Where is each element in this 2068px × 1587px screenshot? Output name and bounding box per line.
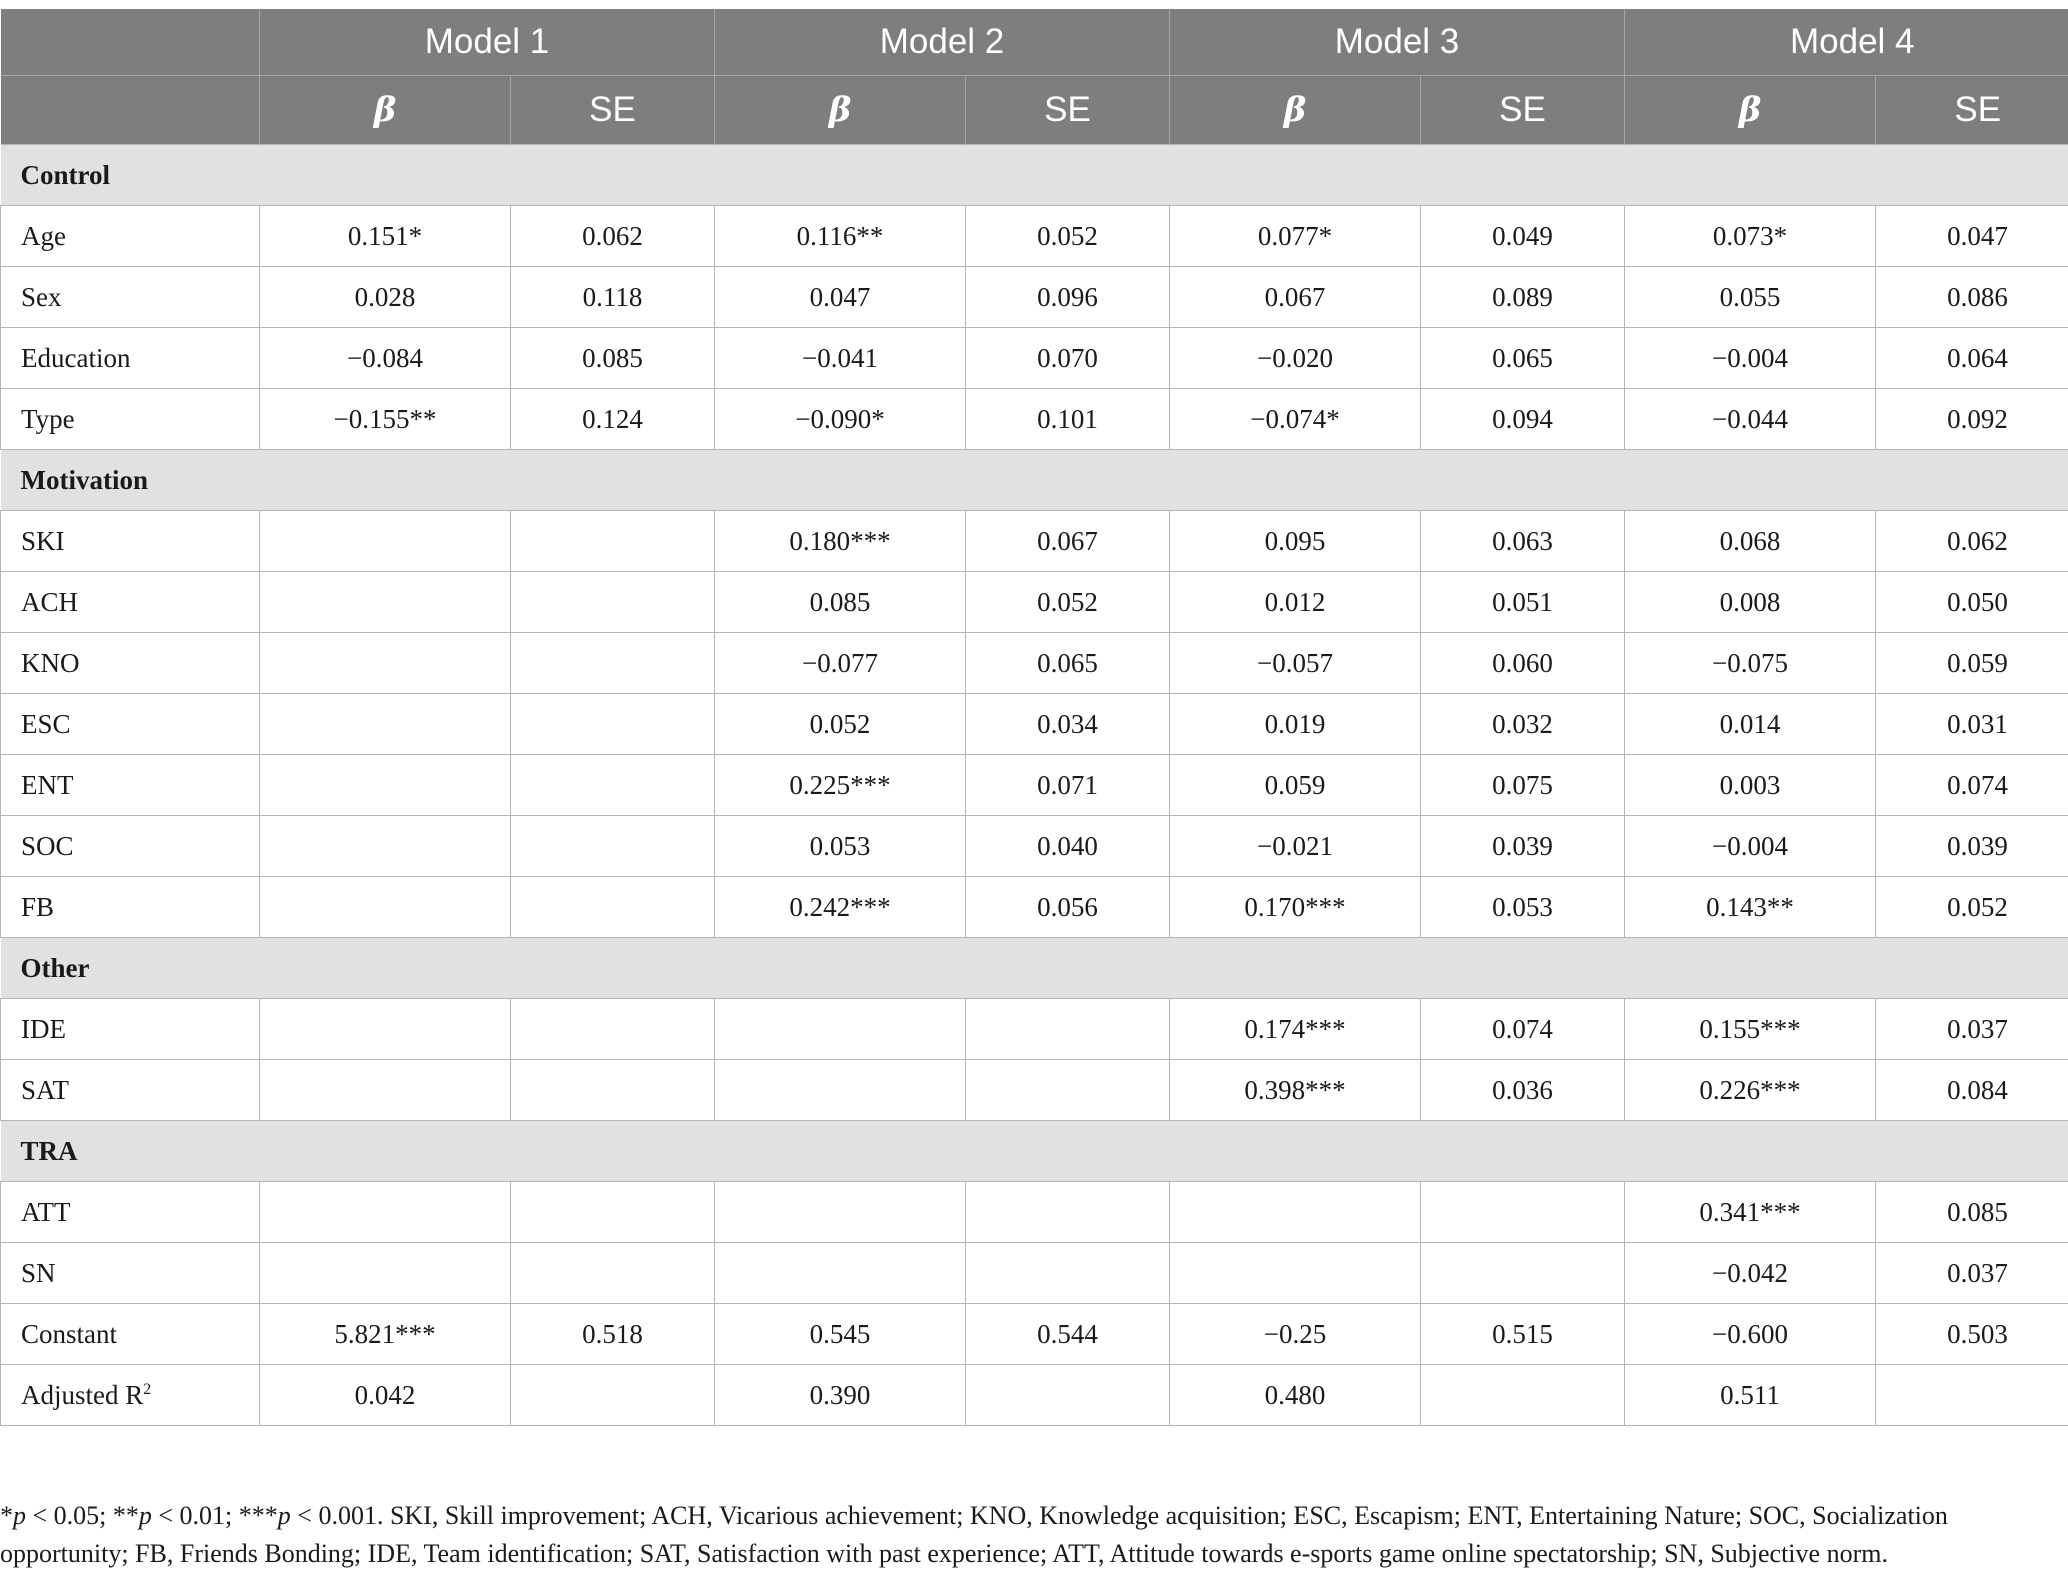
beta-value: 0.055 bbox=[1625, 267, 1876, 328]
footnote-text: * bbox=[0, 1501, 13, 1530]
beta-value: −0.042 bbox=[1625, 1243, 1876, 1304]
beta-value bbox=[260, 755, 511, 816]
se-value bbox=[1421, 1243, 1625, 1304]
se-value: 0.059 bbox=[1876, 633, 2068, 694]
footnote-line-1 bbox=[0, 1497, 2050, 1535]
beta-value bbox=[260, 999, 511, 1060]
table-row bbox=[1, 1182, 2068, 1243]
se-value: 0.085 bbox=[511, 328, 715, 389]
se-value bbox=[1421, 1182, 1625, 1243]
beta-value: 0.155*** bbox=[1625, 999, 1876, 1060]
table-row bbox=[1, 511, 2068, 572]
se-value: 0.034 bbox=[966, 694, 1170, 755]
se-value: 0.074 bbox=[1421, 999, 1625, 1060]
beta-value: −0.084 bbox=[260, 328, 511, 389]
beta-value bbox=[260, 1060, 511, 1121]
row-label: Type bbox=[1, 389, 260, 450]
row-label: ESC bbox=[1, 694, 260, 755]
beta-value: −0.090* bbox=[715, 389, 966, 450]
beta-value: 0.067 bbox=[1170, 267, 1421, 328]
beta-value bbox=[260, 633, 511, 694]
beta-value: 0.052 bbox=[715, 694, 966, 755]
se-value bbox=[511, 1243, 715, 1304]
se-value bbox=[511, 816, 715, 877]
se-value bbox=[1876, 1365, 2068, 1426]
se-value: 0.052 bbox=[1876, 877, 2068, 938]
beta-header: β bbox=[1625, 76, 1876, 145]
section-title: Motivation bbox=[1, 450, 2068, 511]
beta-value: 0.116** bbox=[715, 206, 966, 267]
se-value: 0.062 bbox=[1876, 511, 2068, 572]
se-value: 0.051 bbox=[1421, 572, 1625, 633]
row-label: KNO bbox=[1, 633, 260, 694]
beta-value: −0.041 bbox=[715, 328, 966, 389]
beta-value: 0.151* bbox=[260, 206, 511, 267]
se-value: 0.056 bbox=[966, 877, 1170, 938]
beta-value bbox=[715, 999, 966, 1060]
se-value: 0.092 bbox=[1876, 389, 2068, 450]
table-row-adjusted-r2 bbox=[1, 1365, 2068, 1426]
model-header-row bbox=[1, 9, 2068, 76]
se-value: 0.070 bbox=[966, 328, 1170, 389]
se-value bbox=[966, 1365, 1170, 1426]
se-value: 0.052 bbox=[966, 206, 1170, 267]
beta-header: β bbox=[1170, 76, 1421, 145]
results-table-wrapper bbox=[0, 9, 2068, 1426]
se-value bbox=[966, 1243, 1170, 1304]
se-value bbox=[511, 1182, 715, 1243]
row-label: FB bbox=[1, 877, 260, 938]
beta-value: 0.077* bbox=[1170, 206, 1421, 267]
stat-header-row bbox=[1, 76, 2068, 145]
section-title: Control bbox=[1, 145, 2068, 206]
se-value: 0.515 bbox=[1421, 1304, 1625, 1365]
row-label: SAT bbox=[1, 1060, 260, 1121]
section-row-control bbox=[1, 145, 2068, 206]
se-value bbox=[966, 1182, 1170, 1243]
beta-value: −0.155** bbox=[260, 389, 511, 450]
se-header: SE bbox=[1876, 76, 2068, 145]
se-value: 0.084 bbox=[1876, 1060, 2068, 1121]
beta-value: 0.390 bbox=[715, 1365, 966, 1426]
se-value: 0.085 bbox=[1876, 1182, 2068, 1243]
beta-value bbox=[260, 1243, 511, 1304]
se-value bbox=[511, 633, 715, 694]
se-value: 0.544 bbox=[966, 1304, 1170, 1365]
beta-value: −0.600 bbox=[1625, 1304, 1876, 1365]
beta-value: 0.225*** bbox=[715, 755, 966, 816]
row-label: ENT bbox=[1, 755, 260, 816]
se-value: 0.094 bbox=[1421, 389, 1625, 450]
se-value: 0.062 bbox=[511, 206, 715, 267]
row-label: Constant bbox=[1, 1304, 260, 1365]
se-value: 0.064 bbox=[1876, 328, 2068, 389]
beta-value: 0.059 bbox=[1170, 755, 1421, 816]
beta-value: 0.398*** bbox=[1170, 1060, 1421, 1121]
se-value: 0.040 bbox=[966, 816, 1170, 877]
se-value: 0.118 bbox=[511, 267, 715, 328]
se-value: 0.039 bbox=[1421, 816, 1625, 877]
beta-value: −0.004 bbox=[1625, 816, 1876, 877]
se-value: 0.089 bbox=[1421, 267, 1625, 328]
beta-value: 0.226*** bbox=[1625, 1060, 1876, 1121]
header-corner-cell bbox=[1, 76, 260, 145]
se-value bbox=[511, 999, 715, 1060]
model-3-header: Model 3 bbox=[1170, 9, 1625, 76]
beta-value: 0.341*** bbox=[1625, 1182, 1876, 1243]
beta-value: 0.085 bbox=[715, 572, 966, 633]
beta-value: 0.028 bbox=[260, 267, 511, 328]
se-value: 0.031 bbox=[1876, 694, 2068, 755]
se-value: 0.071 bbox=[966, 755, 1170, 816]
beta-value: −0.25 bbox=[1170, 1304, 1421, 1365]
se-value: 0.096 bbox=[966, 267, 1170, 328]
se-value: 0.049 bbox=[1421, 206, 1625, 267]
se-value bbox=[1421, 1365, 1625, 1426]
beta-value: 0.012 bbox=[1170, 572, 1421, 633]
regression-results-table bbox=[0, 9, 2068, 1426]
beta-value bbox=[260, 572, 511, 633]
se-value bbox=[511, 755, 715, 816]
beta-value: 0.053 bbox=[715, 816, 966, 877]
row-label: Sex bbox=[1, 267, 260, 328]
se-value bbox=[511, 511, 715, 572]
beta-value bbox=[260, 1182, 511, 1243]
beta-header: β bbox=[715, 76, 966, 145]
se-header: SE bbox=[966, 76, 1170, 145]
se-value: 0.060 bbox=[1421, 633, 1625, 694]
table-row bbox=[1, 694, 2068, 755]
beta-value: −0.020 bbox=[1170, 328, 1421, 389]
beta-value bbox=[715, 1060, 966, 1121]
beta-value bbox=[260, 694, 511, 755]
table-row bbox=[1, 572, 2068, 633]
beta-value: 0.180*** bbox=[715, 511, 966, 572]
beta-value: 0.174*** bbox=[1170, 999, 1421, 1060]
beta-value: −0.057 bbox=[1170, 633, 1421, 694]
row-label: ATT bbox=[1, 1182, 260, 1243]
se-value: 0.039 bbox=[1876, 816, 2068, 877]
beta-value: 0.008 bbox=[1625, 572, 1876, 633]
table-row bbox=[1, 755, 2068, 816]
beta-value: −0.075 bbox=[1625, 633, 1876, 694]
row-label: IDE bbox=[1, 999, 260, 1060]
beta-value: 0.480 bbox=[1170, 1365, 1421, 1426]
se-value bbox=[511, 1365, 715, 1426]
beta-value: 0.042 bbox=[260, 1365, 511, 1426]
beta-value: 0.095 bbox=[1170, 511, 1421, 572]
footnote-line-2: opportunity; FB, Friends Bonding; IDE, Team identification; SAT, Satisfaction with past experience; ATT, Attitude towards e-sports game online spectatorship; SN, Subjective norm. bbox=[0, 1539, 1888, 1568]
se-value: 0.074 bbox=[1876, 755, 2068, 816]
row-label: SKI bbox=[1, 511, 260, 572]
table-row bbox=[1, 633, 2068, 694]
beta-value: −0.044 bbox=[1625, 389, 1876, 450]
se-value bbox=[511, 572, 715, 633]
beta-value: −0.021 bbox=[1170, 816, 1421, 877]
se-value: 0.124 bbox=[511, 389, 715, 450]
se-value bbox=[511, 694, 715, 755]
beta-value: 0.242*** bbox=[715, 877, 966, 938]
row-label: SN bbox=[1, 1243, 260, 1304]
table-row bbox=[1, 267, 2068, 328]
table-row bbox=[1, 877, 2068, 938]
beta-value bbox=[1170, 1243, 1421, 1304]
se-value: 0.075 bbox=[1421, 755, 1625, 816]
p-symbol: p bbox=[13, 1501, 26, 1530]
se-value bbox=[966, 999, 1170, 1060]
se-value: 0.037 bbox=[1876, 1243, 2068, 1304]
p-symbol: p bbox=[138, 1501, 152, 1530]
se-value: 0.067 bbox=[966, 511, 1170, 572]
table-row bbox=[1, 328, 2068, 389]
beta-value bbox=[260, 877, 511, 938]
row-label: Age bbox=[1, 206, 260, 267]
beta-value: 0.511 bbox=[1625, 1365, 1876, 1426]
beta-value: 0.047 bbox=[715, 267, 966, 328]
table-body bbox=[1, 145, 2068, 1426]
table-row bbox=[1, 999, 2068, 1060]
se-value: 0.086 bbox=[1876, 267, 2068, 328]
se-value: 0.101 bbox=[966, 389, 1170, 450]
beta-value: 0.068 bbox=[1625, 511, 1876, 572]
row-label: SOC bbox=[1, 816, 260, 877]
table-row bbox=[1, 389, 2068, 450]
r2-superscript: 2 bbox=[143, 1380, 152, 1398]
table-header bbox=[1, 9, 2068, 145]
footnote-text: < 0.001. SKI, Skill improvement; ACH, Vicarious achievement; KNO, Knowledge acquisition; ESC, Escapism; ENT, Entertaining Nature; SOC, Socialization bbox=[290, 1501, 1948, 1530]
se-value: 0.036 bbox=[1421, 1060, 1625, 1121]
beta-value: 0.019 bbox=[1170, 694, 1421, 755]
beta-value: 0.073* bbox=[1625, 206, 1876, 267]
beta-value bbox=[260, 511, 511, 572]
se-value bbox=[511, 877, 715, 938]
section-row-other bbox=[1, 938, 2068, 999]
beta-value: −0.077 bbox=[715, 633, 966, 694]
se-value bbox=[511, 1060, 715, 1121]
beta-value: 0.143** bbox=[1625, 877, 1876, 938]
table-row bbox=[1, 1243, 2068, 1304]
beta-value: 0.170*** bbox=[1170, 877, 1421, 938]
beta-value: 5.821*** bbox=[260, 1304, 511, 1365]
table-row bbox=[1, 1304, 2068, 1365]
model-2-header: Model 2 bbox=[715, 9, 1170, 76]
model-4-header: Model 4 bbox=[1625, 9, 2068, 76]
beta-value: −0.004 bbox=[1625, 328, 1876, 389]
model-1-header: Model 1 bbox=[260, 9, 715, 76]
table-footnote bbox=[0, 1497, 2050, 1573]
table-row bbox=[1, 816, 2068, 877]
row-label: Education bbox=[1, 328, 260, 389]
se-value: 0.050 bbox=[1876, 572, 2068, 633]
adjusted-r2-label: Adjusted R bbox=[21, 1379, 144, 1410]
header-corner-cell bbox=[1, 9, 260, 76]
beta-value bbox=[715, 1182, 966, 1243]
se-value: 0.065 bbox=[1421, 328, 1625, 389]
footnote-text: < 0.05; ** bbox=[26, 1501, 139, 1530]
p-symbol: p bbox=[277, 1501, 291, 1530]
se-value: 0.518 bbox=[511, 1304, 715, 1365]
section-row-motivation bbox=[1, 450, 2068, 511]
se-header: SE bbox=[1421, 76, 1625, 145]
section-title: TRA bbox=[1, 1121, 2068, 1182]
se-value: 0.063 bbox=[1421, 511, 1625, 572]
beta-header: β bbox=[260, 76, 511, 145]
se-value: 0.053 bbox=[1421, 877, 1625, 938]
beta-value bbox=[715, 1243, 966, 1304]
beta-value: 0.003 bbox=[1625, 755, 1876, 816]
table-row bbox=[1, 1060, 2068, 1121]
beta-value: −0.074* bbox=[1170, 389, 1421, 450]
section-row-tra bbox=[1, 1121, 2068, 1182]
section-title: Other bbox=[1, 938, 2068, 999]
beta-value bbox=[1170, 1182, 1421, 1243]
row-label bbox=[1, 1365, 260, 1426]
table-row bbox=[1, 206, 2068, 267]
beta-value: 0.545 bbox=[715, 1304, 966, 1365]
se-value: 0.065 bbox=[966, 633, 1170, 694]
se-value: 0.503 bbox=[1876, 1304, 2068, 1365]
se-value bbox=[966, 1060, 1170, 1121]
beta-value bbox=[260, 816, 511, 877]
se-value: 0.032 bbox=[1421, 694, 1625, 755]
row-label: ACH bbox=[1, 572, 260, 633]
se-value: 0.037 bbox=[1876, 999, 2068, 1060]
se-header: SE bbox=[511, 76, 715, 145]
footnote-text: < 0.01; *** bbox=[151, 1501, 278, 1530]
se-value: 0.047 bbox=[1876, 206, 2068, 267]
beta-value: 0.014 bbox=[1625, 694, 1876, 755]
se-value: 0.052 bbox=[966, 572, 1170, 633]
